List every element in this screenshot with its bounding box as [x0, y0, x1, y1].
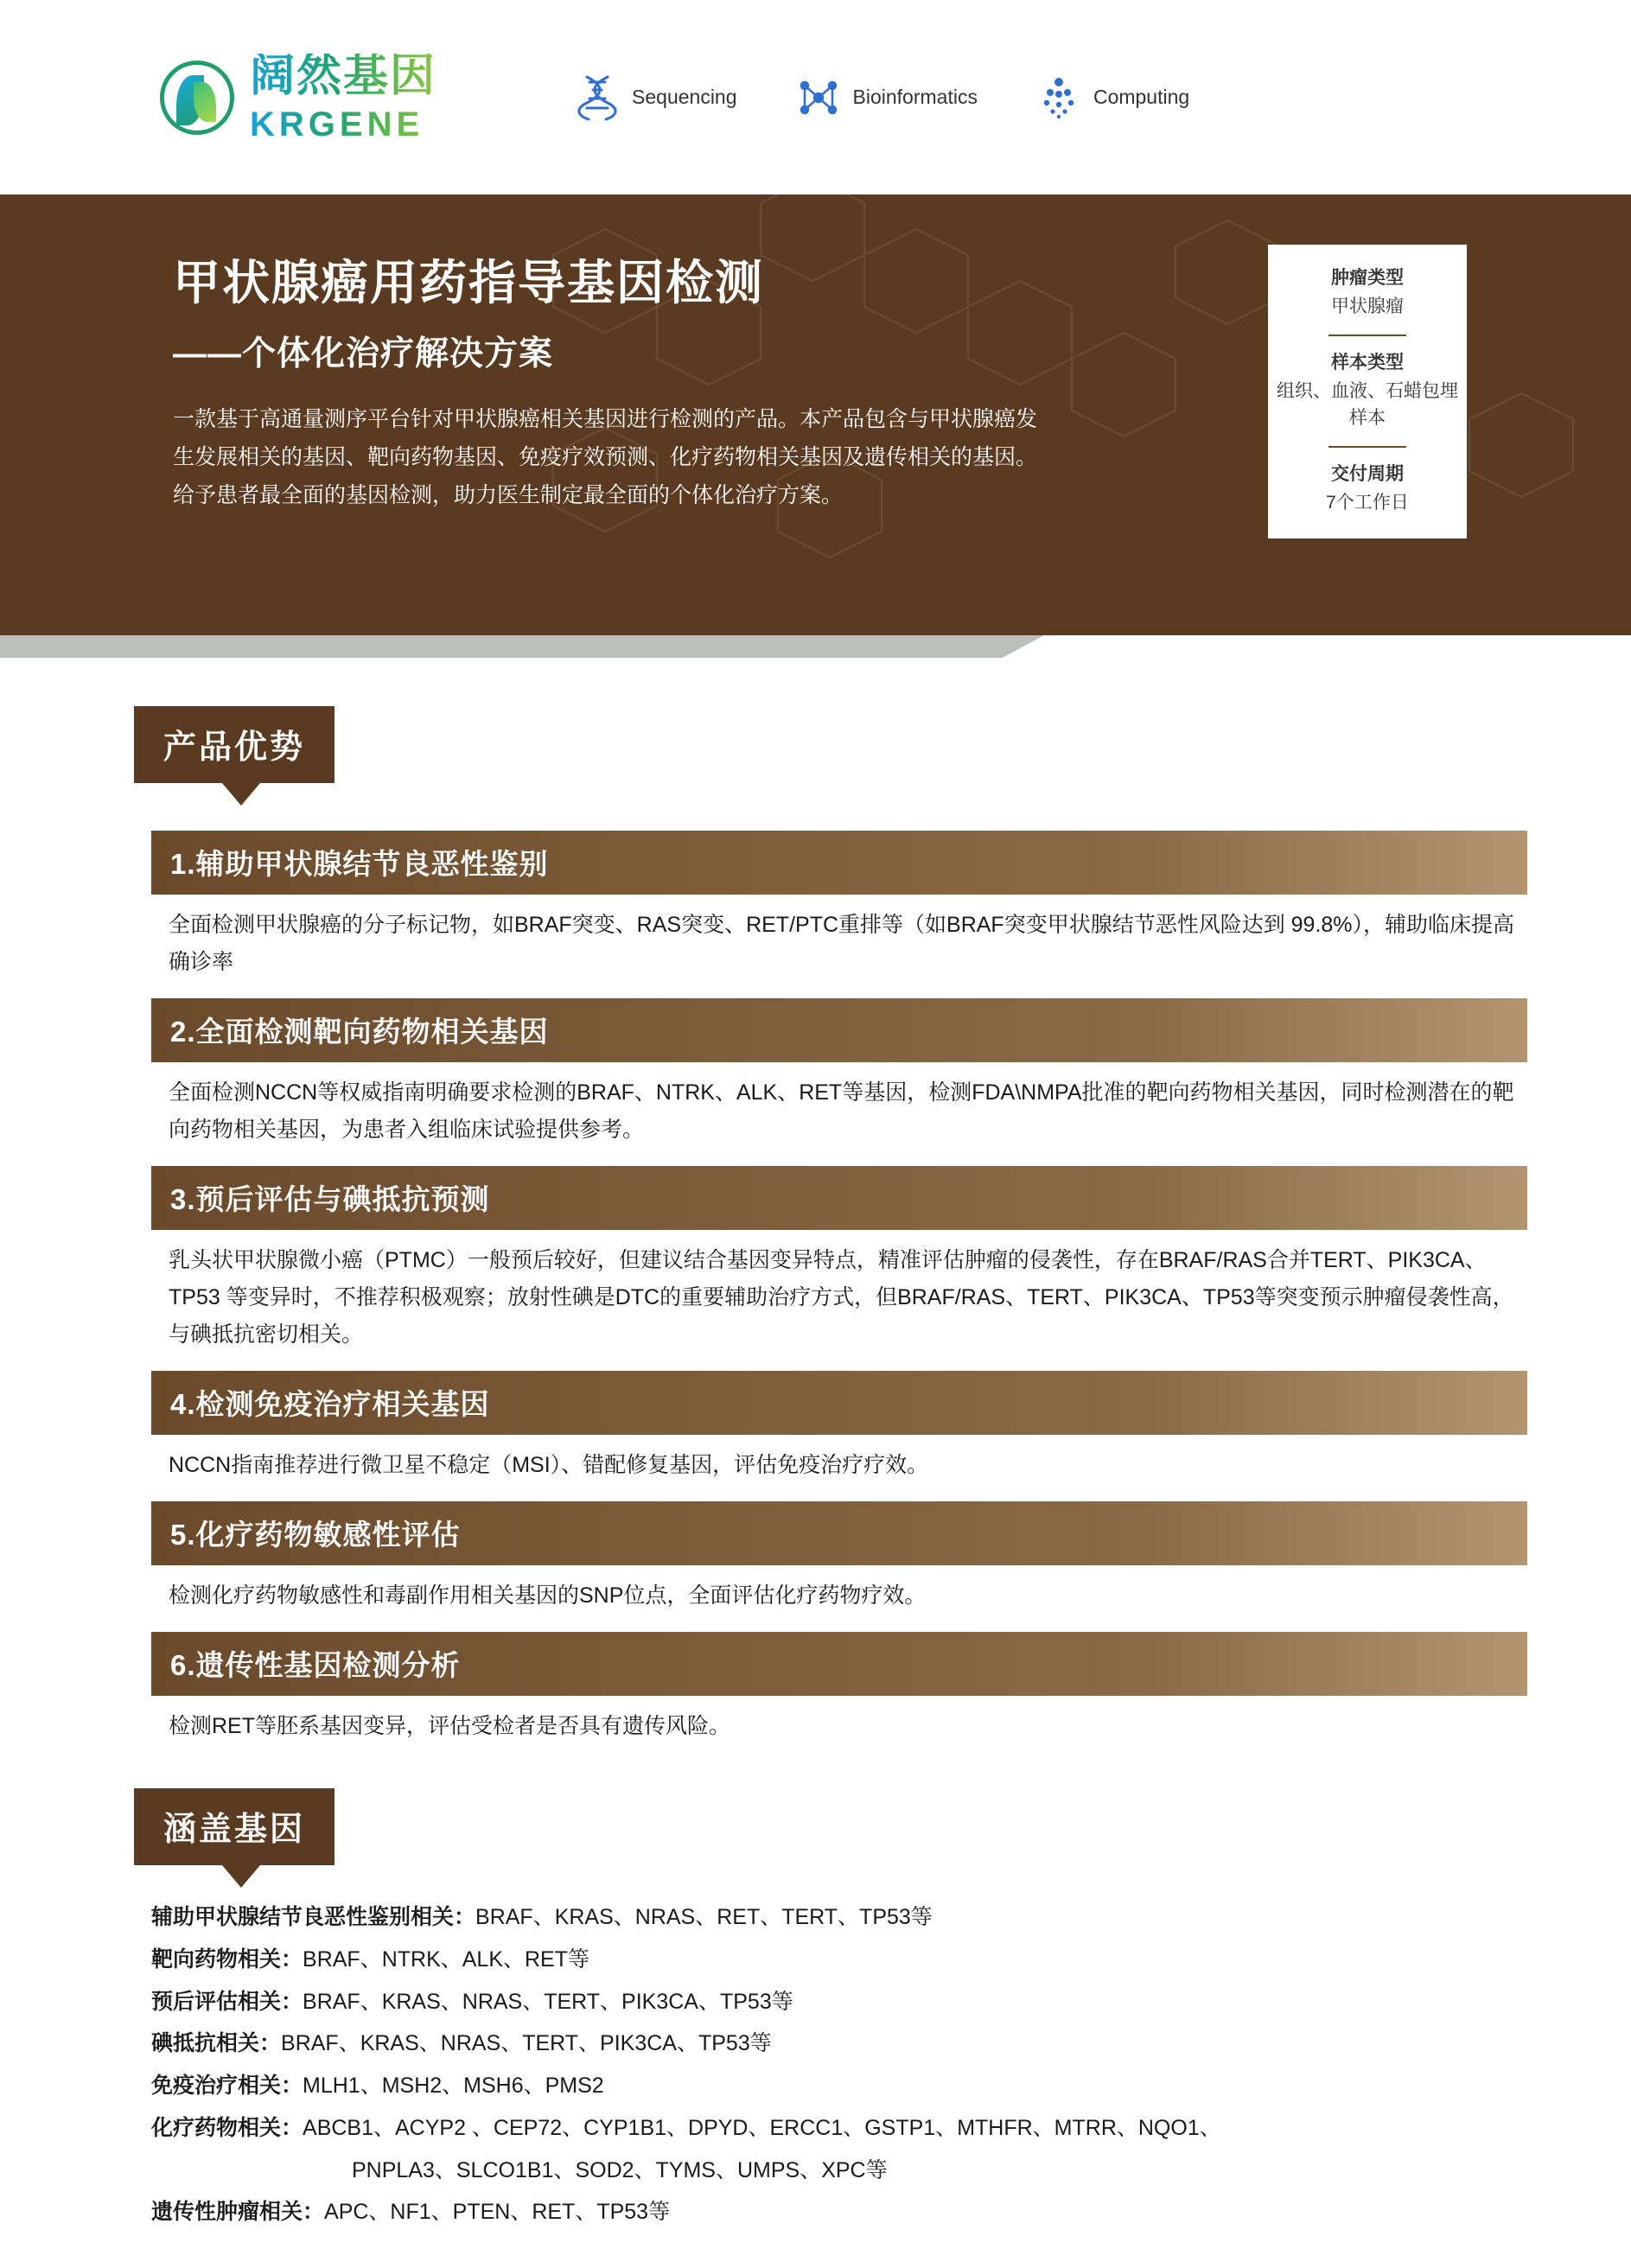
advantage-item — [151, 1501, 1527, 1632]
advantage-item — [151, 1632, 1527, 1762]
hero-title: 甲状腺癌用药指导基因检测 — [173, 256, 765, 309]
advantage-body: 检测化疗药物敏感性和毒副作用相关基因的SNP位点，全面评估化疗药物疗效。 — [169, 1583, 927, 1608]
gene-category-label: 遗传性肿瘤相关： — [151, 2200, 325, 2225]
hero-section — [0, 194, 1631, 658]
feature-sequencing — [575, 73, 737, 122]
advantage-body: 全面检测甲状腺癌的分子标记物，如BRAF突变、RAS突变、RET/PTC重排等（如BRAF突变甲状腺结节恶性风险达到 99.8%），辅助临床提高确诊率 — [169, 913, 1515, 974]
advantage-item — [151, 831, 1527, 998]
gene-row-continuation — [151, 2150, 1527, 2192]
gene-row — [151, 2023, 1527, 2065]
brand-logo — [160, 50, 437, 143]
spec-title-turnaround: 交付周期 — [1331, 463, 1404, 484]
spec-divider — [1328, 334, 1406, 336]
advantage-title: 4.检测免疫治疗相关基因 — [151, 1371, 1527, 1435]
spec-value-tumor-type: 甲状腺瘤 — [1331, 296, 1404, 316]
cpu-cluster-icon — [1036, 73, 1081, 122]
spec-title-sample-type: 样本类型 — [1331, 352, 1404, 373]
gene-list — [0, 1865, 1631, 2233]
feature-bioinformatics — [796, 73, 978, 122]
gene-category-value: BRAF、KRAS、NRAS、TERT、PIK3CA、TP53等 — [281, 2031, 772, 2056]
gene-category-label: 化疗药物相关： — [151, 2115, 303, 2140]
leaf-dna-logo-icon — [160, 61, 234, 135]
feature-computing — [1036, 73, 1189, 122]
advantages-list — [0, 831, 1631, 1762]
gene-category-label: 免疫治疗相关： — [151, 2074, 303, 2098]
header-feature-list — [575, 73, 1189, 122]
brand-text — [250, 50, 437, 143]
page-header — [0, 0, 1631, 194]
advantage-title: 3.预后评估与碘抵抗预测 — [151, 1166, 1527, 1230]
hero-description: 一款基于高通量测序平台针对甲状腺癌相关基因进行检测的产品。本产品包含与甲状腺癌发生发展相关的基因、靶向药物基因、免疫疗效预测、化疗药物相关基因及遗传相关的基因。给予患者最全面的基因检测，助力医生制定最全面的个体化治疗方案。 — [173, 407, 1038, 507]
advantage-body: NCCN指南推荐进行微卫星不稳定（MSI）、错配修复基因，评估免疫治疗疗效。 — [169, 1453, 929, 1477]
spec-item-sample-type — [1277, 348, 1458, 432]
hero-subtitle: ——个体化治疗解决方案 — [173, 335, 554, 373]
advantage-body: 全面检测NCCN等权威指南明确要求检测的BRAF、NTRK、ALK、RET等基因，检测FDA\NMPA批准的靶向药物相关基因，同时检测潜在的靶向药物相关基因，为患者入组临床试验提供参考。 — [169, 1080, 1514, 1142]
gene-category-label: 靶向药物相关： — [151, 1946, 303, 1972]
advantage-item — [151, 1166, 1527, 1371]
gene-category-value: BRAF、NTRK、ALK、RET等 — [303, 1946, 589, 1972]
feature-label-sequencing: Sequencing — [632, 86, 737, 108]
advantage-title: 2.全面检测靶向药物相关基因 — [151, 998, 1527, 1062]
hero-banner — [0, 194, 1631, 635]
spec-title-tumor-type: 肿瘤类型 — [1331, 268, 1404, 288]
genes-section — [0, 1788, 1631, 2233]
gene-category-value: BRAF、KRAS、NRAS、RET、TERT、TP53等 — [475, 1905, 933, 1929]
hero-shadow-bar — [0, 635, 1044, 658]
feature-label-computing: Computing — [1093, 86, 1190, 108]
network-nodes-icon — [796, 73, 841, 122]
advantage-title: 6.遗传性基因检测分析 — [151, 1632, 1527, 1696]
advantage-body: 检测RET等胚系基因变异，评估受检者是否具有遗传风险。 — [169, 1714, 731, 1738]
advantages-section — [0, 706, 1631, 1762]
section-tag-genes: 涵盖基因 — [134, 1788, 334, 1865]
gene-row — [151, 2065, 1527, 2107]
feature-label-bioinformatics: Bioinformatics — [852, 86, 978, 108]
gene-category-label: 辅助甲状腺结节良恶性鉴别相关： — [151, 1905, 476, 1929]
gene-category-value: BRAF、KRAS、NRAS、TERT、PIK3CA、TP53等 — [303, 1989, 793, 2014]
spec-item-turnaround — [1277, 460, 1458, 517]
dna-helix-icon — [575, 73, 620, 122]
spec-card — [1268, 245, 1467, 538]
gene-category-label: 预后评估相关： — [151, 1989, 303, 2014]
gene-category-value-continued: PNPLA3、SLCO1B1、SOD2、TYMS、UMPS、XPC等 — [352, 2157, 888, 2182]
spec-item-tumor-type — [1277, 264, 1458, 321]
spec-divider — [1328, 446, 1406, 448]
advantage-title: 1.辅助甲状腺结节良恶性鉴别 — [151, 831, 1527, 895]
spec-value-turnaround: 7个工作日 — [1326, 492, 1409, 513]
page-bottom-space — [0, 2233, 1631, 2268]
advantage-body: 乳头状甲状腺微小癌（PTMC）一般预后较好，但建议结合基因变异特点，精准评估肿瘤的侵袭性，存在BRAF/RAS合并TERT、PIK3CA、TP53 等变异时，不推荐积极观察；放射性碘是DTC的重要辅助治疗方式，但BRAF/RAS、TERT、PIK3CA、TP53等突变预示肿瘤侵袭性高，与碘抵抗密切相关。 — [169, 1248, 1514, 1347]
gene-row — [151, 1981, 1527, 2023]
spec-value-sample-type: 组织、血液、石蜡包埋样本 — [1277, 380, 1458, 428]
gene-category-value: ABCB1、ACYP2 、CEP72、CYP1B1、DPYD、ERCC1、GSTP1、MTHFR、MTRR、NQO1、 — [303, 2115, 1221, 2140]
brand-name-cn: 阔然基因 — [250, 50, 437, 101]
advantage-item — [151, 1371, 1527, 1501]
gene-row — [151, 1896, 1527, 1939]
gene-row — [151, 2107, 1527, 2150]
gene-category-value: MLH1、MSH2、MSH6、PMS2 — [303, 2074, 604, 2098]
gene-category-label: 碘抵抗相关： — [151, 2031, 282, 2056]
advantage-title: 5.化疗药物敏感性评估 — [151, 1501, 1527, 1565]
gene-row — [151, 1939, 1527, 1981]
advantage-item — [151, 998, 1527, 1166]
section-tag-advantages: 产品优势 — [134, 706, 334, 783]
brand-name-en: KRGENE — [250, 107, 436, 142]
gene-category-value: APC、NF1、PTEN、RET、TP53等 — [324, 2200, 671, 2225]
